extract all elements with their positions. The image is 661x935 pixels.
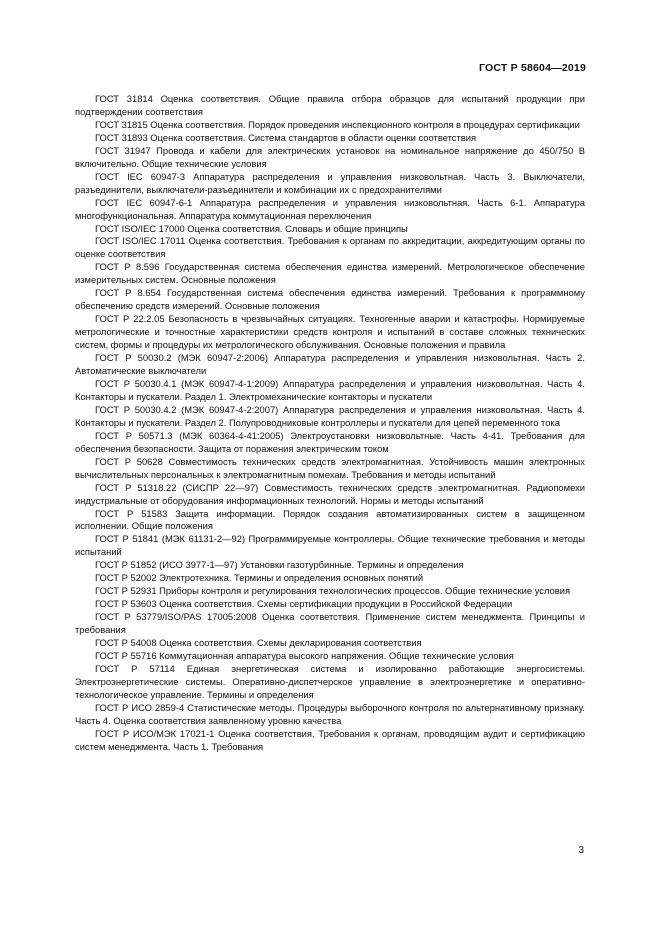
page-number: 3: [578, 845, 584, 856]
reference-entry: ГОСТ ISO/IEC 17000 Оценка соответствия. Словарь и общие принципы: [95, 222, 408, 234]
reference-entry: ГОСТ Р 22.2.05 Безопасность в чрезвычайных ситуациях. Техногенные аварии и катастрофы. Нормируемые метрологические и точностные характеристики средств контроля и испытаний в составе сложных технических систем, формы и процедуры их метрологического обслуживания. Основные положения и правила: [75, 313, 585, 351]
reference-entry: ГОСТ Р 8.654 Государственная система обеспечения единства измерений. Требования к программному обеспечению средств измерений. Основные положения: [75, 287, 585, 312]
reference-entry: ГОСТ Р 52002 Электротехника. Термины и определения основных понятий: [95, 572, 424, 584]
reference-entry: ГОСТ Р 54008 Оценка соответствия. Схемы декларирования соответствия: [95, 637, 422, 649]
document-header: ГОСТ Р 58604—2019: [478, 62, 586, 74]
reference-entry: ГОСТ Р 51318.22 (СИСПР 22—97) Совместимость технических средств электромагнитная. Радиопомехи индустриальные от оборудования информационных технологий. Нормы и методы испытаний: [75, 481, 585, 506]
reference-entry: ГОСТ Р 55716 Коммутационная аппаратура высокого напряжения. Общие технические условия: [95, 649, 514, 661]
normative-references: [75, 93, 585, 754]
reference-entry: ГОСТ IEC 60947-6-1 Аппаратура распределения и управления низковольтная. Часть 6-1. Аппаратура многофункциональная. Аппаратура коммутационная переключения: [75, 196, 585, 221]
reference-entry: ГОСТ Р ИСО/МЭК 17021-1 Оценка соответствия. Требования к органам, проводящим аудит и сертификацию систем менеджмента. Часть 1. Требования: [75, 727, 585, 752]
reference-entry: ГОСТ Р 50571.3 (МЭК 60364-4-41:2005) Электроустановки низковольтные. Часть 4-41. Требования для обеспечения безопасности. Защита от поражения электрическим током: [75, 429, 585, 454]
reference-entry: ГОСТ Р 8.596 Государственная система обеспечения единства измерений. Метрологическое обеспечение измерительных систем. Основные положения: [75, 261, 585, 286]
reference-entry: ГОСТ Р 50628 Совместимость технических средств электромагнитная. Устойчивость машин электронных вычислительных персональных к электромагнитным помехам. Требования и методы испытаний: [75, 455, 585, 480]
reference-entry: ГОСТ Р 50030.4.2 (МЭК 60947-4-2:2007) Аппаратура распределения и управления низковольтная. Часть 4. Контакторы и пускатели. Раздел 2. Полупроводниковые контроллеры и пускатели для цепей переменного тока: [75, 403, 585, 428]
reference-entry: ГОСТ Р 50030.4.1 (МЭК 60947-4-1:2009) Аппаратура распределения и управления низковольтная. Часть 4. Контакторы и пускатели. Раздел 1. Электромеханические контакторы и пускатели: [75, 377, 585, 402]
reference-entry: ГОСТ Р 51841 (МЭК 61131-2—92) Программируемые контроллеры. Общие технические требования и методы испытаний: [75, 533, 585, 558]
reference-entry: ГОСТ 31947 Провода и кабели для электрических установок на номинальное напряжение до 450/750 В включительно. Общие технические условия: [75, 144, 585, 169]
reference-entry: ГОСТ Р 51583 Защита информации. Порядок создания автоматизированных систем в защищенном исполнении. Общие положения: [75, 507, 585, 532]
reference-entry: ГОСТ Р 53603 Оценка соответствия. Схемы сертификации продукции в Российской Федерации: [95, 598, 513, 610]
reference-entry: ГОСТ Р 50030.2 (МЭК 60947-2:2006) Аппаратура распределения и управления низковольтная. Часть 2. Автоматические выключатели: [75, 352, 585, 377]
reference-entry: ГОСТ ISO/IEC 17011 Оценка соответствия. Требования к органам по аккредитации, аккредитующим органы по оценке соответствия: [75, 235, 585, 260]
reference-entry: ГОСТ Р 53779/ISO/PAS 17005:2008 Оценка соответствия. Применение систем менеджмента. Принципы и требования: [75, 611, 585, 636]
reference-entry: ГОСТ 31815 Оценка соответствия. Порядок проведения инспекционного контроля в процедурах сертификации: [95, 118, 580, 130]
reference-entry: ГОСТ Р ИСО 2859-4 Статистические методы. Процедуры выборочного контроля по альтернативному признаку. Часть 4. Оценка соответствия заявленному уровню качества: [75, 701, 585, 726]
reference-entry: ГОСТ 31814 Оценка соответствия. Общие правила отбора образцов для испытаний продукции при подтверждении соответствия: [75, 93, 585, 117]
reference-entry: ГОСТ 31893 Оценка соответствия. Система стандартов в области оценки соответствия: [95, 131, 477, 143]
reference-entry: ГОСТ Р 51852 (ИСО 3977-1—97) Установки газотурбинные. Термины и определения: [95, 559, 464, 571]
reference-entry: ГОСТ Р 57114 Единая энергетическая система и изолированно работающие энергосистемы. Электроэнергетические системы. Оперативно-диспетчерское управление в электроэнергетике и оперативно-технологическое управление. Термины и определения: [75, 662, 585, 700]
reference-entry: ГОСТ IEC 60947-3 Аппаратура распределения и управления низковольтная. Часть 3. Выключатели, разъединители, выключатели-разъединители и комбинации их с предохранителями: [75, 170, 585, 195]
reference-entry: ГОСТ Р 52931 Приборы контроля и регулирования технологических процессов. Общие технические условия: [95, 585, 571, 597]
